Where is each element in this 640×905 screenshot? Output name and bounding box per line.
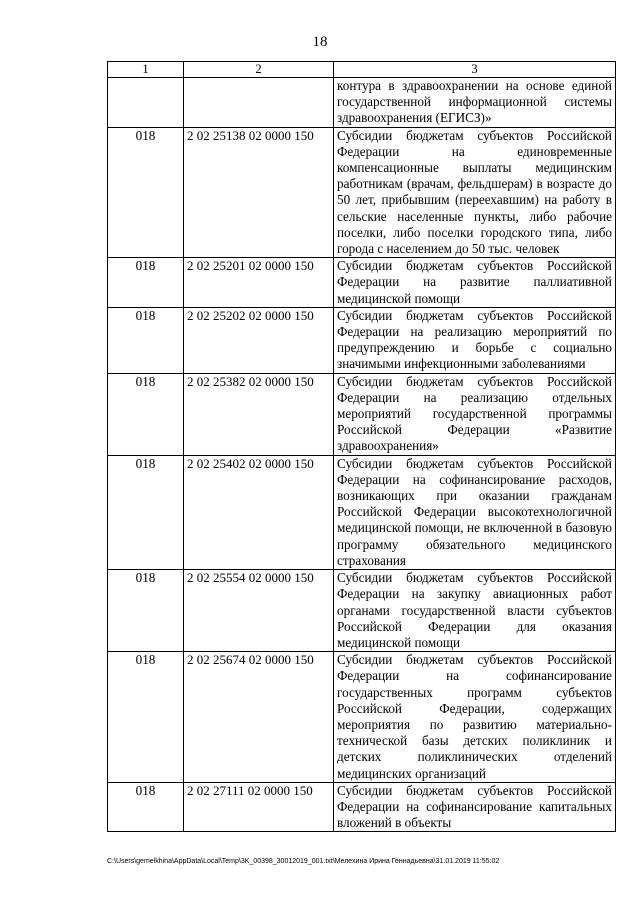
- description-cell: контура в здравоохранении на основе единой государственной информационной системы здравоохранения (ЕГИСЗ)»: [334, 78, 616, 128]
- budget-code-cell: 2 02 25138 02 0000 150: [184, 127, 334, 258]
- budget-code-cell: 2 02 25201 02 0000 150: [184, 258, 334, 308]
- kbk-table: [107, 61, 616, 832]
- description-cell: Субсидии бюджетам субъектов Российской Федерации на единовременные компенсационные выплаты медицинским работникам (врачам, фельдшерам) в возрасте до 50 лет, прибывшим (переехавшим) на работу в сельские населенные пункты, либо рабочие поселки, либо поселки городского типа, либо города с населением до 50 тыс. человек: [334, 127, 616, 258]
- table-row: [108, 127, 616, 258]
- admin-code-cell: [108, 78, 184, 128]
- admin-code-cell: 018: [108, 373, 184, 455]
- description-cell: Субсидии бюджетам субъектов Российской Федерации на софинансирование капитальных вложений в объекты: [334, 782, 616, 832]
- budget-code-cell: 2 02 25402 02 0000 150: [184, 455, 334, 569]
- column-header-1: 1: [108, 62, 184, 78]
- table-row: [108, 652, 616, 783]
- table-row: [108, 307, 616, 373]
- admin-code-cell: 018: [108, 258, 184, 308]
- admin-code-cell: 018: [108, 782, 184, 832]
- admin-code-cell: 018: [108, 307, 184, 373]
- column-header-2: 2: [184, 62, 334, 78]
- admin-code-cell: 018: [108, 652, 184, 783]
- budget-code-cell: 2 02 25554 02 0000 150: [184, 570, 334, 652]
- budget-code-cell: 2 02 25202 02 0000 150: [184, 307, 334, 373]
- table-row: [108, 258, 616, 308]
- description-cell: Субсидии бюджетам субъектов Российской Федерации на софинансирование государственных программ субъектов Российской Федерации, содержащих мероприятия по развитию материально-технической базы детских поликлиник и детских поликлинических отделений медицинских организаций: [334, 652, 616, 783]
- table-header-row: [108, 62, 616, 78]
- description-cell: Субсидии бюджетам субъектов Российской Федерации на реализацию отдельных мероприятий государственной программы Российской Федерации «Развитие здравоохранения»: [334, 373, 616, 455]
- file-path-footer: C:\Users\gemelkhina\AppData\Local\Temp\3K_00398_30012019_001.txt\Мелехина Ирина Геннадьевна\31.01.2019 11:55:02: [107, 858, 500, 865]
- table-row: [108, 78, 616, 128]
- description-cell: Субсидии бюджетам субъектов Российской Федерации на софинансирование расходов, возникающих при оказании гражданам Российской Федерации высокотехнологичной медицинской помощи, не включенной в базовую программу обязательного медицинского страхования: [334, 455, 616, 569]
- budget-code-cell: 2 02 25382 02 0000 150: [184, 373, 334, 455]
- admin-code-cell: 018: [108, 455, 184, 569]
- table-row: [108, 455, 616, 569]
- description-cell: Субсидии бюджетам субъектов Российской Федерации на закупку авиационных работ органами государственной власти субъектов Российской Федерации для оказания медицинской помощи: [334, 570, 616, 652]
- admin-code-cell: 018: [108, 570, 184, 652]
- table-row: [108, 570, 616, 652]
- description-cell: Субсидии бюджетам субъектов Российской Федерации на реализацию мероприятий по предупреждению и борьбе с социально значимыми инфекционными заболеваниями: [334, 307, 616, 373]
- budget-code-cell: 2 02 25674 02 0000 150: [184, 652, 334, 783]
- description-cell: Субсидии бюджетам субъектов Российской Федерации на развитие паллиативной медицинской помощи: [334, 258, 616, 308]
- table-row: [108, 373, 616, 455]
- budget-code-cell: [184, 78, 334, 128]
- page-number: 18: [312, 34, 328, 50]
- table-row: [108, 782, 616, 832]
- column-header-3: 3: [334, 62, 616, 78]
- admin-code-cell: 018: [108, 127, 184, 258]
- budget-code-cell: 2 02 27111 02 0000 150: [184, 782, 334, 832]
